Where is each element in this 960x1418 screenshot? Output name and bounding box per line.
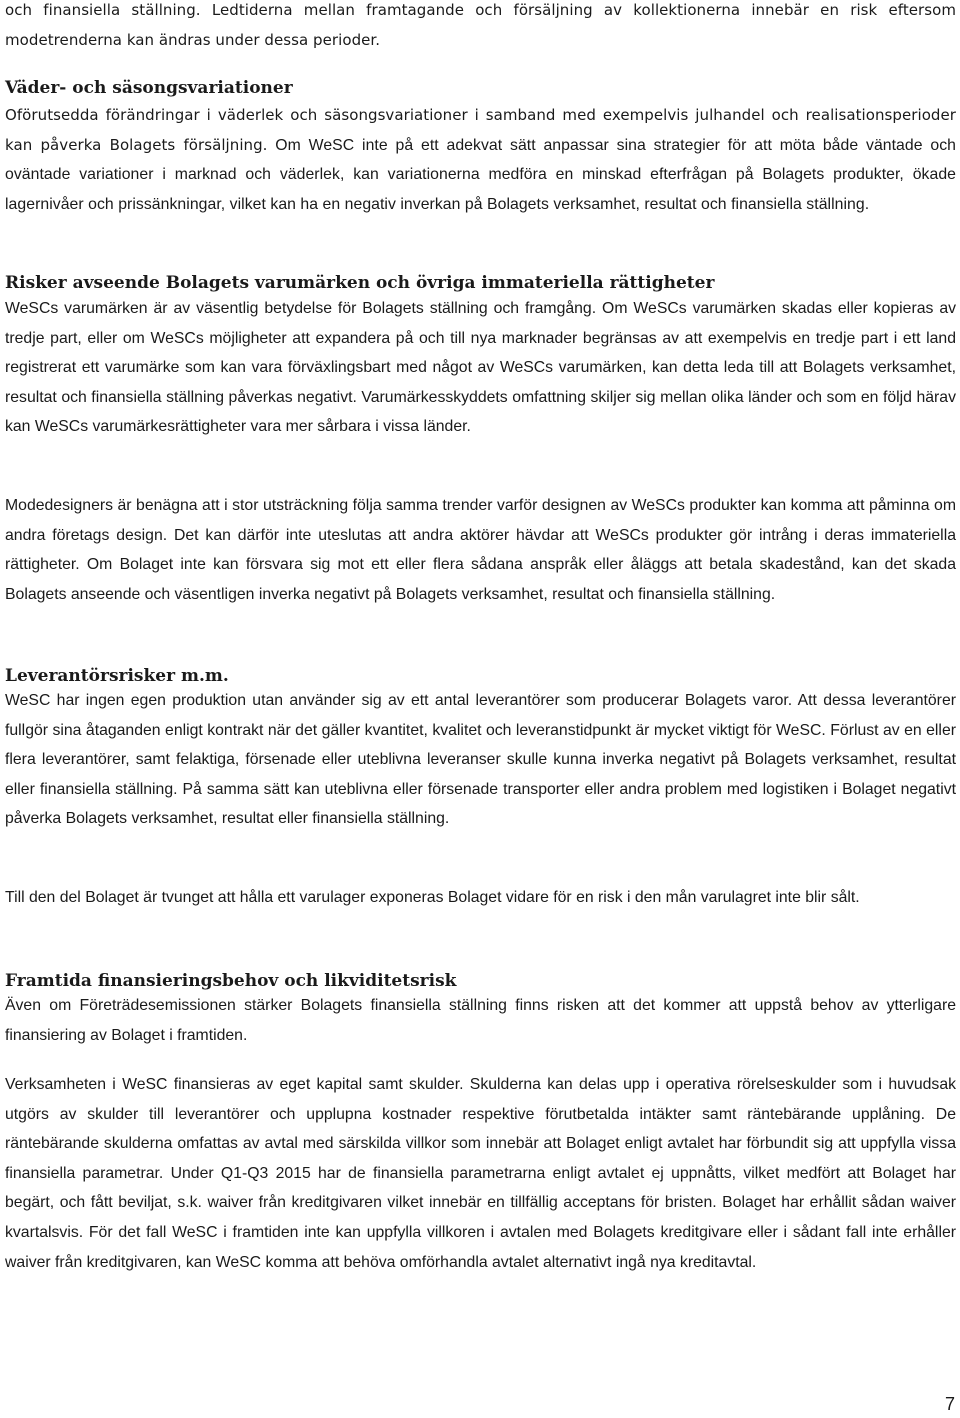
suppliers-paragraph-2: Till den del Bolaget är tvunget att hålla ett varulager exponeras Bolaget vidare för en risk i den mån varulagret inte blir sålt. [5,889,860,906]
weather-heading: Väder- och säsongsvariationer [5,78,293,98]
weather-paragraph [5,101,956,219]
suppliers-heading: Leverantörsrisker m.m. [5,666,229,686]
intro-paragraph: och finansiella ställning. Ledtiderna mellan framtagande och försäljning av kollektionerna innebär en risk eftersom modetrenderna kan ändras under dessa perioder. [5,1,956,49]
brands-paragraph-2: Modedesigners är benägna att i stor utsträckning följa samma trender varför designen av WeSCs produkter kan komma att påminna om andra företags design. Det kan därför inte uteslutas att andra aktörer hävdar att WeSCs produkter gör intrång i deras immateriella rättigheter. Om Bolaget inte kan försvara sig mot ett eller flera sådana anspråk eller åläggs att betala skadestånd, kan det skada Bolagets anseende och väsentligen inverka negativt på Bolagets verksamhet, resultat och finansiella ställning. [5,497,956,603]
financing-paragraph-2: Verksamheten i WeSC finansieras av eget kapital samt skulder. Skulderna kan delas upp i operativa rörelseskulder som i huvudsak utgörs av skulder till leverantörer och upplupna kostnader respektive förutbetalda intäkter samt räntebärande upplåning. De räntebärande skulderna omfattas av avtal med särskilda villkor som innebär att Bolaget enligt avtalet har förbundit sig att uppfylla vissa finansiella parametrar. Under Q1-Q3 2015 har de finansiella parametrarna enligt avtalet ej uppnåtts, vilket medfört att Bolaget har begärt, och fått beviljat, s.k. waiver från kreditgivaren vilket innebär en tillfällig acceptans för bristen. Bolaget har erhållit sådan waiver kvartalsvis. För det fall WeSC i framtiden inte kan uppfylla villkoren i avtalen med Bolagets kreditgivare eller i sådant fall inte erhåller waiver från kreditgivaren, kan WeSC komma att behöva omförhandla avtalet alternativt ingå nya kreditavtal. [5,1076,956,1271]
weather-paragraph-part-b: Om WeSC inte på ett adekvat sätt anpassar sina strategier för att möta både väntade och oväntade variationer i marknad och väderlek, kan variationerna medföra en minskad efterfrågan på Bolagets produkter, ökade lagernivåer och prissänkningar, vilket kan ha en negativ inverkan på Bolagets verksamhet, resultat och finansiella ställning. [5,136,956,213]
weather-paragraph-part-a: Oförutsedda förändringar i väderlek och säsongsvariationer i samband med exempelvis julhandel och realisationsperioder kan påverka Bolagets försäljning. [5,106,956,154]
brands-heading: Risker avseende Bolagets varumärken och övriga immateriella rättigheter [5,273,715,293]
financing-paragraph-1: Även om Företrädesemissionen stärker Bolagets finansiella ställning finns risken att det kommer att uppstå behov av ytterligare finansiering av Bolaget i framtiden. [5,997,956,1044]
financing-heading: Framtida finansieringsbehov och likviditetsrisk [5,971,457,991]
suppliers-paragraph-1: WeSC har ingen egen produktion utan använder sig av ett antal leverantörer som producerar Bolagets varor. Att dessa leverantörer fullgör sina åtaganden enligt kontrakt när det gäller kvantitet, kvalitet och leveranstidpunkt är mycket viktigt för WeSC. Förlust av en eller flera leverantörer, samt felaktiga, försenade eller uteblivna leveranser skulle kunna inverka negativt på Bolagets verksamhet, resultat eller finansiella ställning. På samma sätt kan uteblivna eller försenade transporter eller andra problem med logistiken i Bolaget negativt påverka Bolagets verksamhet, resultat eller finansiella ställning. [5,692,956,828]
brands-paragraph-1: WeSCs varumärken är av väsentlig betydelse för Bolagets ställning och framgång. Om WeSCs varumärken skadas eller kopieras av tredje part, eller om WeSCs möjligheter att expandera på och till nya marknader begränsas av att exempelvis en tredje part i ett land registrerat ett varumärke som kan vara förväxlingsbart med något av WeSCs varumärken, kan detta leda till att Bolagets verksamhet, resultat och finansiella ställning påverkas negativt. Varumärkesskyddets omfattning skiljer sig mellan olika länder och som en följd härav kan WeSCs varumärkesrättigheter vara mer sårbara i vissa länder. [5,300,956,436]
page-number: 7 [944,1394,955,1414]
